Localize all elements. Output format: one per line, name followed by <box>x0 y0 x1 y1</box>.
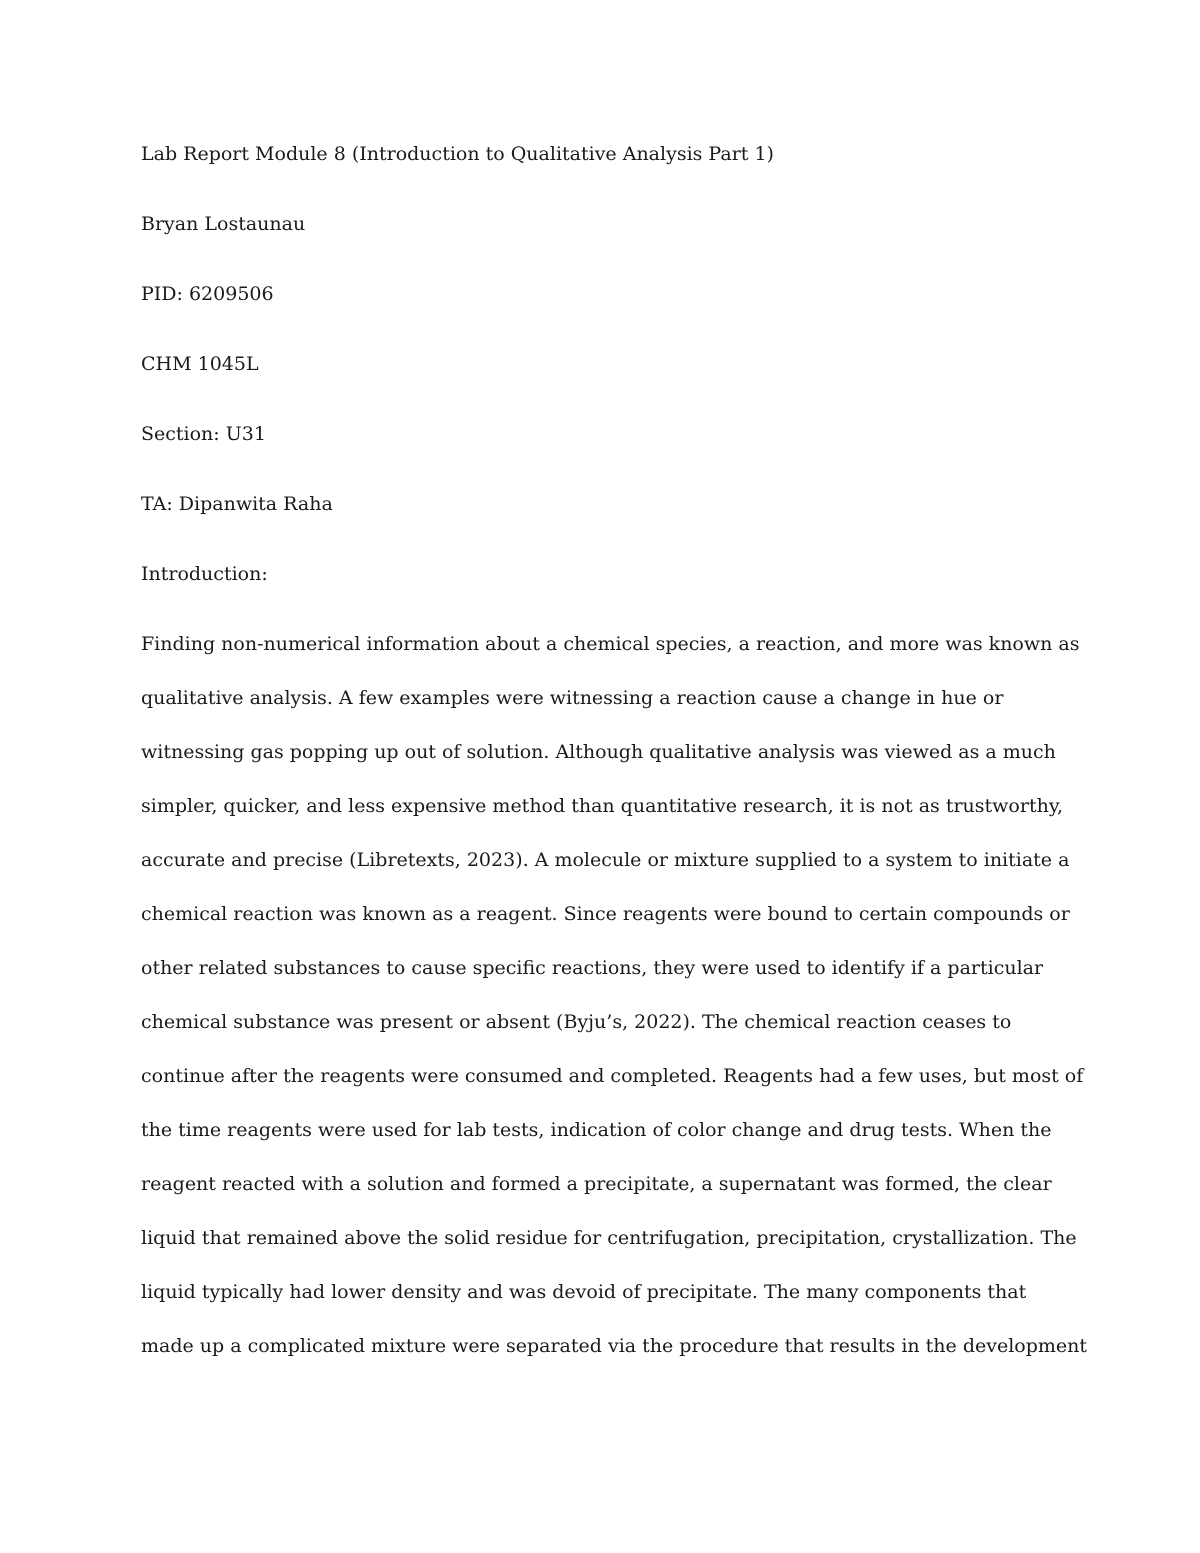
paragraph-line: Finding non-numerical information about a chemical species, a reaction, and more was known as <box>141 633 1080 655</box>
paragraph-line: the time reagents were used for lab tests, indication of color change and drug tests. When the <box>141 1119 1052 1141</box>
paragraph-line: liquid typically had lower density and was devoid of precipitate. The many components that <box>141 1281 1027 1303</box>
paragraph-line: accurate and precise (Libretexts, 2023). A molecule or mixture supplied to a system to initiate a <box>141 849 1070 871</box>
paragraph-line: reagent reacted with a solution and formed a precipitate, a supernatant was formed, the clear <box>141 1173 1052 1195</box>
paragraph-line: liquid that remained above the solid residue for centrifugation, precipitation, crystallization. The <box>141 1227 1077 1249</box>
section-label: Section: U31 <box>141 423 266 445</box>
report-header <box>141 143 1071 633</box>
introduction-heading: Introduction: <box>141 563 268 585</box>
author-name: Bryan Lostaunau <box>141 213 306 235</box>
ta-name: TA: Dipanwita Raha <box>141 493 333 515</box>
paragraph-line: chemical reaction was known as a reagent. Since reagents were bound to certain compounds or <box>141 903 1070 925</box>
report-title: Lab Report Module 8 (Introduction to Qualitative Analysis Part 1) <box>141 143 774 165</box>
paragraph-line: made up a complicated mixture were separated via the procedure that results in the development <box>141 1335 1088 1357</box>
course-code: CHM 1045L <box>141 353 259 375</box>
paragraph-line: chemical substance was present or absent (Byju’s, 2022). The chemical reaction ceases to <box>141 1011 1012 1033</box>
paragraph-line: simpler, quicker, and less expensive method than quantitative research, it is not as trustworthy, <box>141 795 1064 817</box>
student-pid: PID: 6209506 <box>141 283 274 305</box>
paragraph-line: witnessing gas popping up out of solution. Although qualitative analysis was viewed as a much <box>141 741 1056 763</box>
paragraph-line: other related substances to cause specific reactions, they were used to identify if a particular <box>141 957 1044 979</box>
paragraph-line: qualitative analysis. A few examples were witnessing a reaction cause a change in hue or <box>141 687 1004 709</box>
paragraph-line: continue after the reagents were consumed and completed. Reagents had a few uses, but most of <box>141 1065 1084 1087</box>
